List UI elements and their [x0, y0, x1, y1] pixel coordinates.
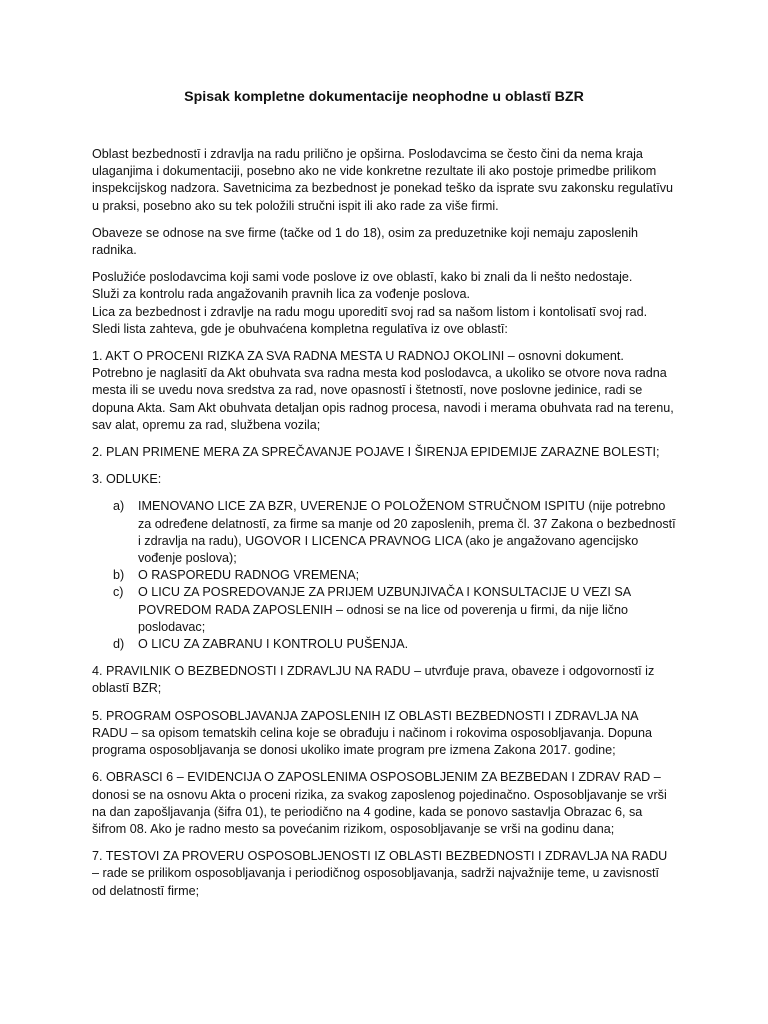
decisions-list [92, 498, 676, 653]
intro-paragraph: Oblast bezbednostī i zdravlja na radu prilično je opširna. Poslodavcima se često čini da nema kraja ulaganjima i dokumentaciji, posebno ako ne vide konkretne rezultate ili ako postoje primedbe prilikom inspekcijskog nadzora. Savetnicima za bezbednost je ponekad teško da isprate svu zakonsku regulatīvu u praksi, posebno ako su tek položili stručni ispit ili ako rade za više firmi. [92, 147, 674, 213]
usage-paragraph [92, 269, 676, 338]
usage-line: Služi za kontrolu rada angažovanih pravnih lica za vođenje poslova. [92, 287, 471, 302]
list-item-text: O RASPOREDU RADNOG VREMENA; [138, 568, 360, 583]
list-item-text: O LICU ZA POSREDOVANJE ZA PRIJEM UZBUNJIVAČA I KONSULTACIJE U VEZI SA POVREDOM RADA ZAPOSLENIH – odnosi se na lice od poverenja u firmi, da nije lično poslodavac; [138, 585, 631, 634]
obligations-paragraph: Obaveze se odnose na sve firme (tačke od 1 do 18), osim za preduzetnike koji nemaju zaposlenih radnika. [92, 225, 639, 258]
document-title: Spisak kompletne dokumentacije neophodne u oblastī BZR [184, 89, 584, 105]
list-item [92, 498, 676, 567]
usage-line: Sledi lista zahteva, gde je obuhvaćena kompletna regulatīva iz ove oblastī: [92, 321, 508, 336]
list-item-text: O LICU ZA ZABRANU I KONTROLU PUŠENJA. [138, 637, 409, 652]
usage-line: Lica za bezbednost i zdravlje na radu mogu uporeditī svoj rad sa našom listom i kontolisatī svoj rad. [92, 304, 648, 319]
usage-line: Poslužiće poslodavcima koji sami vode poslove iz ove oblastī, kako bi znali da li nešto nedostaje. [92, 270, 633, 285]
item-2: 2. PLAN PRIMENE MERA ZA SPREČAVANJE POJAVE I ŠIRENJA EPIDEMIJE ZARAZNE BOLESTI; [92, 445, 660, 460]
list-marker: b) [113, 568, 125, 583]
list-marker: d) [113, 637, 125, 652]
list-marker: a) [113, 499, 125, 514]
item-3-title: 3. ODLUKE: [92, 472, 162, 487]
list-item [92, 636, 676, 653]
item-1: 1. AKT O PROCENI RIZKA ZA SVA RADNA MESTA U RADNOJ OKOLINI – osnovni dokument. Potrebno je naglasitī da Akt obuhvata sva radna mesta kod poslodavca, a ukoliko se otvore nova radna mesta ili se uvedu nova sredstva za rad, nove opasnostī i štetnostī, nove poslovne jedinice, radi se dopuna Akta. Sam Akt obuhvata detaljan opis radnog procesa, navodi i merama obuhvata rad na terenu, sav alat, opremu za rad, službena vozila; [92, 349, 674, 432]
list-marker: c) [113, 585, 124, 600]
item-7: 7. TESTOVI ZA PROVERU OSPOSOBLJENOSTI IZ OBLASTI BEZBEDNOSTI I ZDRAVLJA NA RADU – rade se prilikom osposobljavanja i periodičnog osposobljavanja, sadrži najvažnije teme, u zavisnostī od delatnostī firme; [92, 849, 668, 898]
item-4: 4. PRAVILNIK O BEZBEDNOSTI I ZDRAVLJU NA RADU – utvrđuje prava, obaveze i odgovornostī iz oblastī BZR; [92, 664, 655, 696]
list-item [92, 567, 676, 584]
list-item-text: IMENOVANO LICE ZA BZR, UVERENJE O POLOŽENOM STRUČNOM ISPITU (nije potrebno za određene delatnostī, za firme sa manje od 20 zaposlenih, prema čl. 37 Zakona o bezbednostī i zdravlja na radu), UGOVOR I LICENCA PRAVNOG LICA (ako je angažovano agencijsko vođenje poslova); [138, 499, 676, 566]
item-6: 6. OBRASCI 6 – EVIDENCIJA O ZAPOSLENIMA OSPOSOBLJENIM ZA BEZBEDAN I ZDRAV RAD – donosi se na osnovu Akta o proceni rizika, za svakog zaposlenog pojedinačno. Osposobljavanje se vrši na dan zapošljavanja (šifra 01), te periodično na 4 godine, kada se ponovo sastavlja Obrazac 6, sa šifrom 08. Ako je radno mesto sa povećanim rizikom, osposobljavanje se vrši na godinu dana; [92, 770, 667, 836]
list-item [92, 584, 676, 636]
item-5: 5. PROGRAM OSPOSOBLJAVANJA ZAPOSLENIH IZ OBLASTI BEZBEDNOSTI I ZDRAVLJA NA RADU – sa opisom tematskih celina koje se obrađuju i načinom i rokovima osposobljavanja. Dopuna programa osposobljavanja se donosi ukoliko imate program pre izmena Zakona 2017. godine; [92, 708, 653, 758]
